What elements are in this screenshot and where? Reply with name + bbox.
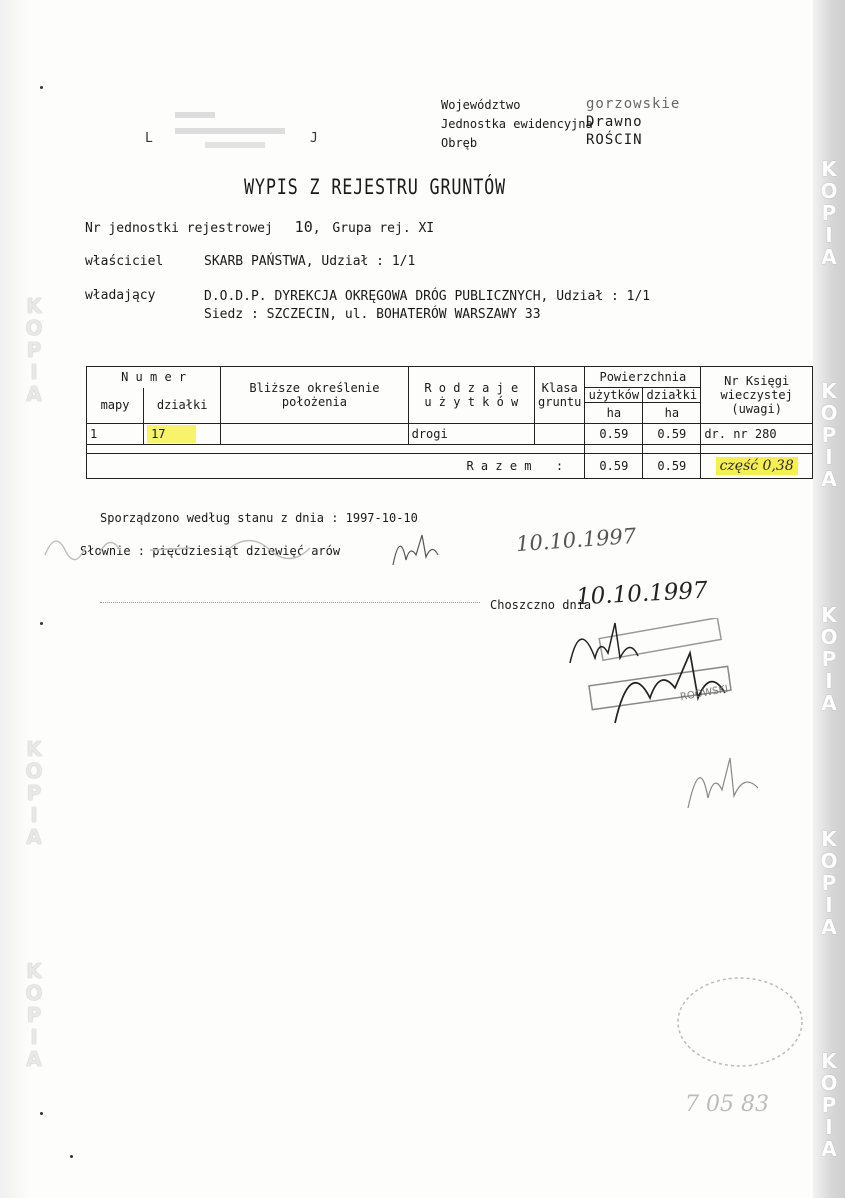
svg-text:J: J: [310, 131, 318, 146]
faint-stamp-graphic: [145, 108, 325, 158]
row-mapa: 1: [87, 424, 144, 445]
razem-note: część 0,38: [716, 457, 798, 475]
wojewodztwo-label: Województwo: [441, 98, 521, 112]
row-dzialka: [144, 424, 221, 445]
blizsze-header: [221, 367, 408, 424]
kopia-watermark: K O P I A: [820, 827, 838, 939]
round-stamp-graphic: [670, 972, 810, 1072]
svg-text:L: L: [145, 131, 153, 146]
signature-3: [678, 748, 768, 822]
rodzaje-header: [408, 367, 534, 424]
pow-dzialki-header: działki: [643, 388, 701, 403]
empty-row-cell: [585, 445, 643, 454]
handwritten-date-1: 10.10.1997: [515, 523, 637, 557]
klasa-header: [535, 367, 585, 424]
manager-line-2: Siedz : SZCZECIN, ul. BOHATERÓW WARSZAWY 33: [204, 307, 541, 322]
row-rodzaj: drogi: [408, 424, 534, 445]
ksiega-header: [701, 367, 813, 424]
registry-comma: ,: [312, 221, 321, 236]
faint-handwriting: [40, 520, 400, 574]
official-stamp: [560, 618, 800, 732]
uzytkow-header: u ż y t k ó w: [424, 395, 519, 409]
dzialki-header: działki: [144, 388, 221, 424]
kopia-watermark: K O P I A: [25, 294, 43, 406]
margin-number: 7 05 83: [685, 1092, 769, 1117]
razem-colon: :: [535, 454, 585, 479]
blizsze-header-line1: Bliższe określenie: [249, 381, 380, 395]
signature-1: [388, 525, 448, 574]
mapy-header: mapy: [87, 388, 144, 424]
kopia-watermark: K O P I A: [820, 603, 838, 715]
row-pow-uzytkow: 0.59: [585, 424, 643, 445]
header-values: [586, 95, 680, 149]
header-labels: [441, 96, 593, 153]
kopia-watermark: K O P I A: [25, 737, 43, 849]
rodzaje-header-line1: R o d z a j e: [424, 381, 519, 395]
handwritten-date-2: 10.10.1997: [575, 577, 709, 611]
obreb-value: ROŚCIN: [586, 132, 643, 148]
row-dzialka-value: 17: [147, 425, 195, 443]
round-stamp: [670, 972, 810, 1076]
manager-line-1: D.O.D.P. DYREKCJA OKRĘGOWA DRÓG PUBLICZNYCH, Udział : 1/1: [204, 289, 651, 304]
row-pow-dzialki: 0.59: [643, 424, 701, 445]
empty-row-cell: [701, 445, 813, 454]
faint-handwriting-graphic: [40, 520, 400, 570]
owner-label: właściciel: [85, 254, 164, 269]
polozenia-header: położenia: [281, 395, 347, 409]
place-label: Choszczno dnia: [490, 598, 592, 612]
jednostka-value: Drawno: [586, 114, 643, 130]
razem-row: [87, 454, 813, 479]
manager-label: władający: [85, 288, 156, 303]
stamp-text: ROOWSKI: [679, 683, 730, 704]
ha-header-2: ha: [643, 403, 701, 424]
kopia-watermark: K O P I A: [820, 157, 838, 269]
empty-row-cell: [87, 445, 409, 454]
row-ksiega: dr. nr 280: [701, 424, 813, 445]
razem-label-cell: [87, 454, 535, 479]
edge-mark: [40, 1112, 43, 1115]
kopia-watermark: K O P I A: [25, 959, 43, 1071]
kopia-watermark: K O P I A: [820, 379, 838, 491]
sporzadzono-line: Sporządzono według stanu z dnia : 1997-10-10: [100, 511, 418, 525]
registry-grupa: Grupa rej. XI: [332, 221, 435, 236]
manager-block: [204, 288, 650, 324]
razem-note-cell: [701, 454, 813, 479]
razem-uzytkow: 0.59: [585, 454, 643, 479]
faint-address-stamp: [145, 108, 325, 158]
obreb-label: Obręb: [441, 136, 478, 150]
ksiega-subheader: wieczystej (uwagi): [720, 388, 793, 416]
registry-nr-value: 10: [294, 218, 313, 236]
signature-3-graphic: [678, 748, 768, 818]
kopia-watermark: K O P I A: [820, 1049, 838, 1161]
empty-row-cell: [643, 445, 701, 454]
gruntu-header: gruntu: [538, 395, 582, 409]
owner-value: SKARB PAŃSTWA, Udział : 1/1: [204, 254, 416, 269]
ksiega-header-line1: Nr Księgi: [724, 374, 790, 388]
dotted-line: [100, 602, 480, 603]
signature-1-graphic: [388, 525, 448, 570]
registry-nr-label: Nr jednostki rejestrowej: [85, 221, 273, 236]
empty-row-cell: [408, 445, 585, 454]
edge-mark: [70, 1155, 73, 1158]
wojewodztwo-value: gorzowskie: [586, 96, 681, 112]
ha-header-1: ha: [585, 403, 643, 424]
document-title: WYPIS Z REJESTRU GRUNTÓW: [244, 175, 506, 199]
klasa-header-line1: Klasa: [541, 381, 578, 395]
slownie-line: Słownie : pięćdziesiąt dziewięć arów: [80, 544, 341, 558]
register-table: [86, 366, 813, 479]
registry-line: [85, 218, 434, 236]
powierzchnia-header: Powierzchnia: [585, 367, 701, 388]
table-row: [87, 424, 813, 445]
jednostka-label: Jednostka ewidencyjna: [441, 117, 593, 131]
edge-mark: [40, 622, 43, 625]
razem-label: R a z e m: [466, 459, 532, 473]
numer-header: N u m e r: [87, 367, 221, 388]
razem-dzialki: 0.59: [643, 454, 701, 479]
stamp-signature-graphic: [560, 618, 800, 728]
pow-uzytkow-header: użytków: [585, 388, 643, 403]
edge-mark: [40, 86, 43, 89]
row-polozenie: [221, 424, 408, 445]
row-klasa: [535, 424, 585, 445]
